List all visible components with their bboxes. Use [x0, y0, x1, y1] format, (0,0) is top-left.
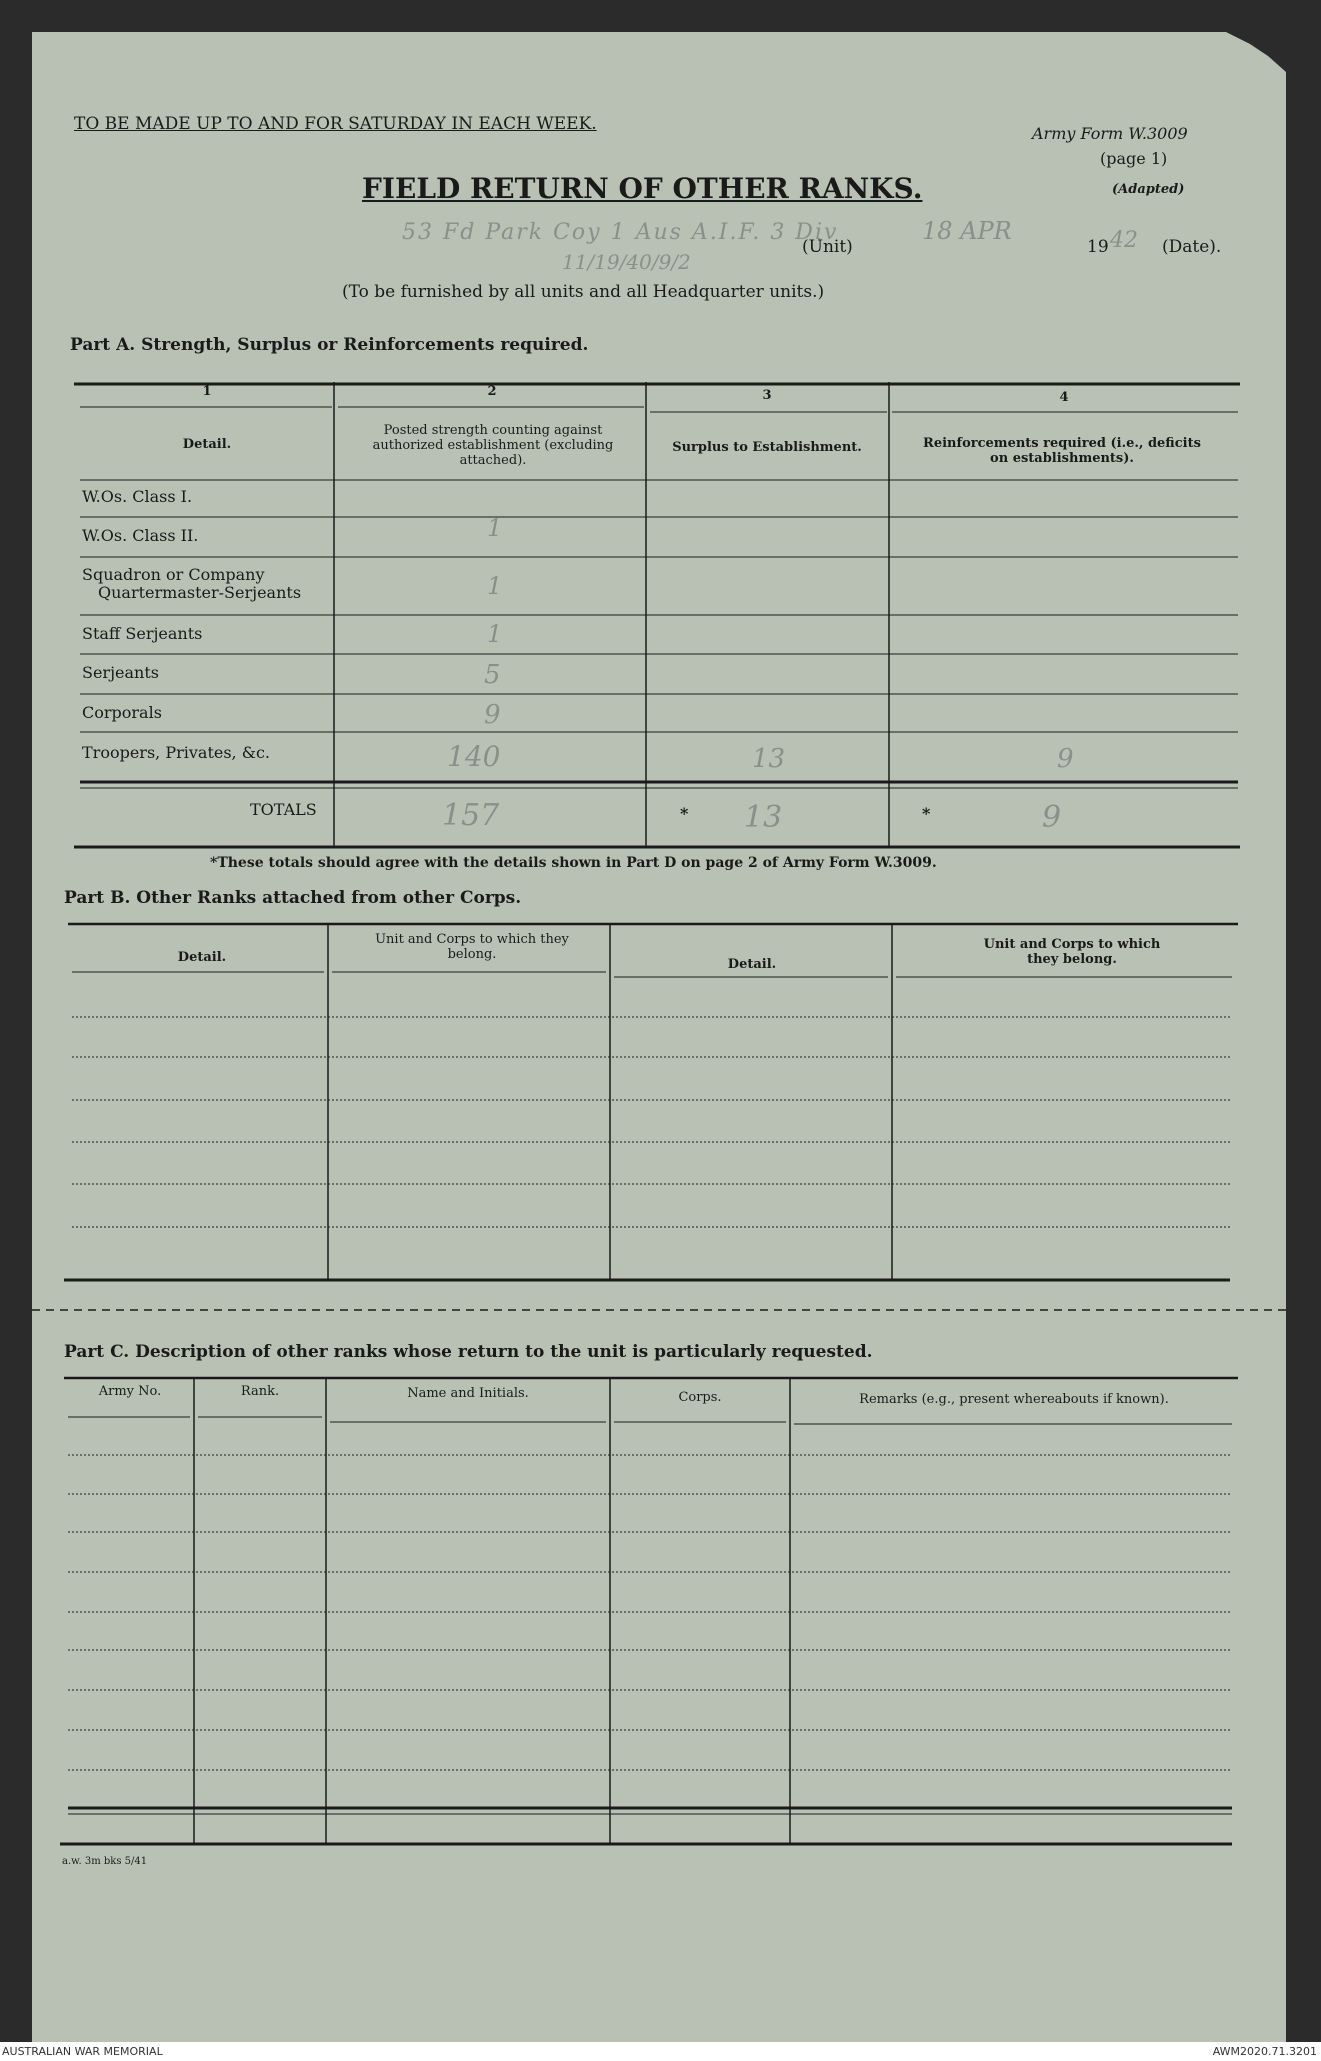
part-a-header-reinforcements: Reinforcements required (i.e., deficits on establishments). [923, 436, 1201, 466]
posted-cqms: 1 [487, 572, 503, 600]
row-detail-troopers: Troopers, Privates, &c. [82, 743, 271, 762]
year-prefix: 19 [1087, 237, 1109, 257]
part-a-heading: Part A. Strength, Surplus or Reinforcements required. [70, 335, 589, 355]
part-c-header-army-no: Army No. [98, 1384, 162, 1399]
part-a-header-surplus: Surplus to Establishment. [672, 440, 862, 455]
year-handwritten: 42 [1110, 228, 1138, 253]
part-c-heading: Part C. Description of other ranks whose return to the unit is particularly requested. [64, 1342, 873, 1362]
part-a-col-number-4: 4 [1059, 390, 1069, 405]
posted-troopers: 140 [447, 740, 501, 773]
part-a-header-detail: Detail. [182, 437, 232, 452]
row-detail-cqms: Squadron or Company [82, 565, 265, 584]
posted-serjeants: 5 [484, 660, 501, 690]
part-a-col-number-2: 2 [487, 384, 497, 399]
row-detail-cqms-line2: Quartermaster-Serjeants [98, 583, 302, 602]
total-posted: 157 [442, 798, 500, 833]
archive-reference: AWM2020.71.3201 [1212, 2045, 1317, 2058]
instruction-text: TO BE MADE UP TO AND FOR SATURDAY IN EACH WEEK. [74, 114, 597, 134]
form-rules [32, 32, 1286, 2042]
total-surplus: 13 [744, 800, 783, 835]
row-detail-staff-serjeants: Staff Serjeants [82, 624, 203, 643]
part-a-header-posted: Posted strength counting against authorized establishment (excluding attached). [372, 423, 614, 468]
form-subtitle: (To be furnished by all units and all Headquarter units.) [342, 282, 825, 302]
part-b-header-detail-left: Detail. [177, 950, 227, 965]
part-c-header-name: Name and Initials. [407, 1386, 529, 1401]
row-detail-wo-class-2: W.Os. Class II. [82, 526, 199, 545]
reference-handwritten: 11/19/40/9/2 [562, 250, 691, 274]
army-form-number: Army Form W.3009 [1032, 124, 1188, 143]
row-detail-serjeants: Serjeants [82, 663, 159, 682]
archive-name: AUSTRALIAN WAR MEMORIAL [2, 2045, 163, 2058]
date-handwritten: 18 APR [922, 217, 1012, 245]
total-reinf: 9 [1042, 800, 1062, 835]
printer-code: a.w. 3m bks 5/41 [62, 1856, 148, 1867]
archive-footer [0, 2042, 1321, 2061]
page-number: (page 1) [1100, 149, 1168, 168]
part-c-header-remarks: Remarks (e.g., present whereabouts if known). [859, 1392, 1169, 1407]
adapted-label: (Adapted) [1112, 182, 1185, 197]
part-a-col-number-3: 3 [762, 388, 772, 403]
totals-label: TOTALS [250, 800, 317, 819]
surplus-total-asterisk: * [680, 804, 689, 823]
surplus-troopers: 13 [752, 744, 786, 774]
date-label: (Date). [1162, 237, 1222, 257]
form-paper [32, 32, 1286, 2042]
posted-staff-serjeants: 1 [487, 620, 503, 648]
part-b-heading: Part B. Other Ranks attached from other Corps. [64, 888, 522, 908]
part-a-col-number-1: 1 [202, 384, 212, 399]
part-b-header-detail-right: Detail. [727, 957, 777, 972]
row-detail-corporals: Corporals [82, 703, 162, 722]
part-c-header-corps: Corps. [678, 1390, 722, 1405]
posted-wo-class-2: 1 [487, 514, 503, 542]
row-detail-wo-class-1: W.Os. Class I. [82, 487, 193, 506]
unit-label: (Unit) [802, 237, 853, 257]
part-c-header-rank: Rank. [240, 1384, 280, 1399]
form-title: FIELD RETURN OF OTHER RANKS. [362, 172, 923, 205]
posted-corporals: 9 [484, 700, 501, 730]
reinf-total-asterisk: * [922, 804, 931, 823]
part-b-header-unit-left: Unit and Corps to which they belong. [375, 932, 569, 962]
part-b-header-unit-right: Unit and Corps to which they belong. [983, 937, 1161, 967]
reinf-troopers: 9 [1057, 744, 1074, 774]
unit-handwritten: 53 Fd Park Coy 1 Aus A.I.F. 3 Div [402, 220, 839, 245]
part-a-footnote: *These totals should agree with the details shown in Part D on page 2 of Army Form W.3009. [210, 855, 937, 871]
